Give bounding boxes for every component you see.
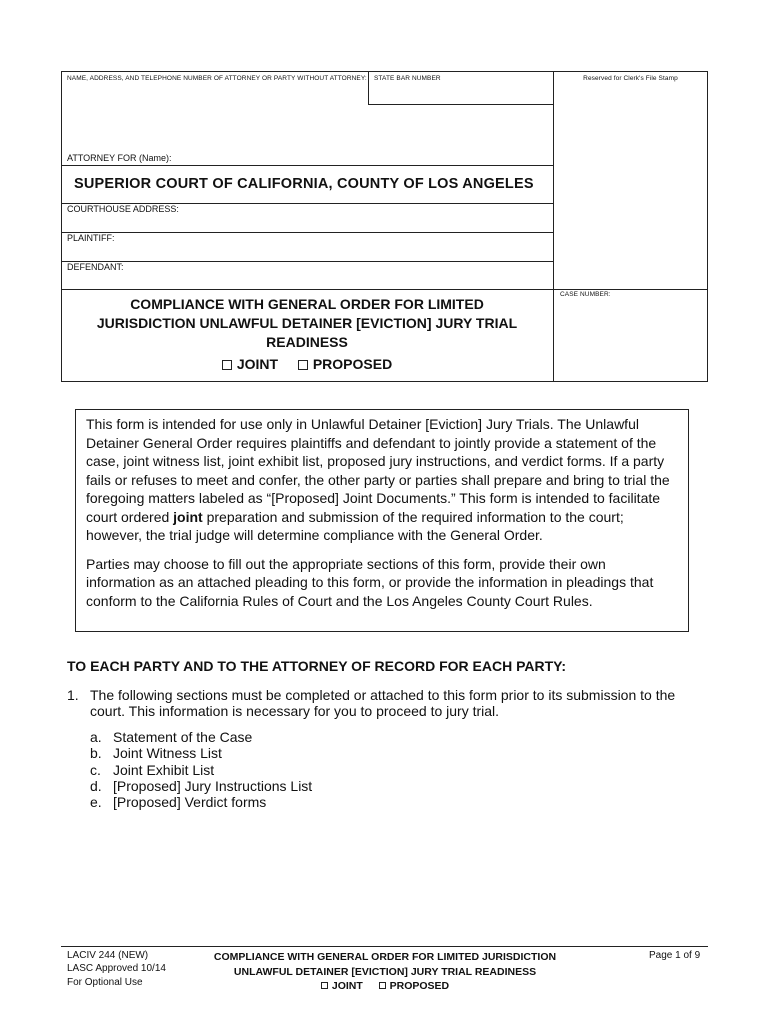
- footer-title: COMPLIANCE WITH GENERAL ORDER FOR LIMITED JURISDICTION UNLAWFUL DETAINER [EVICTION] JURY TRIAL READINESS JOINT PROPOSED: [213, 951, 557, 992]
- courthouse-address-label: COURTHOUSE ADDRESS:: [67, 204, 179, 214]
- joint-label: JOINT: [236, 356, 279, 372]
- courthouse-bottom: [61, 232, 553, 233]
- notice-paragraph-1: This form is intended for use only in Unlawful Detainer [Eviction] Jury Trials. The Unlawful Detainer General Order requires plaintiffs and defendant to jointly provide a statement of the case, joint witness list, joint exhibit list, proposed jury instructions, and verdict forms. If a party fails or refuses to meet and confer, the other party or parties shall prepare and bring to trial the foregoing matters labeled as “[Proposed] Joint Documents.” This form is intended to facilitate court ordered joint preparation and submission of the required information to the court; however, the trial judge will determine compliance with the General Order.: [86, 416, 670, 543]
- list-item: a. Statement of the Case: [90, 729, 253, 745]
- form-title: [61, 295, 553, 374]
- footer-form-info: [67, 950, 166, 990]
- footer-proposed-checkbox[interactable]: [379, 982, 386, 989]
- plaintiff-label: PLAINTIFF:: [67, 233, 115, 243]
- clerk-stamp-label: Reserved for Clerk's File Stamp: [583, 75, 678, 82]
- state-bar-label: STATE BAR NUMBER: [374, 75, 441, 82]
- defendant-bottom: [61, 289, 708, 290]
- instruction-item-1: [67, 687, 687, 719]
- caption-column-divider: [553, 71, 554, 382]
- footer-rule: [61, 946, 708, 947]
- item-number: 1.: [67, 687, 79, 703]
- list-item: d. [Proposed] Jury Instructions List: [90, 777, 313, 794]
- notice-bold-joint: joint: [173, 508, 203, 525]
- required-sections-list: [90, 729, 312, 810]
- form-title-line: COMPLIANCE WITH GENERAL ORDER FOR LIMITED: [130, 296, 484, 312]
- list-item: e. [Proposed] Verdict forms: [90, 794, 267, 811]
- form-id: LACIV 244 (NEW): [67, 950, 149, 961]
- proposed-checkbox[interactable]: [298, 360, 308, 370]
- defendant-label: DEFENDANT:: [67, 262, 124, 272]
- bar-number-divider: [368, 71, 369, 105]
- proposed-label: PROPOSED: [312, 356, 393, 372]
- case-number-label: CASE NUMBER:: [560, 291, 611, 298]
- optional-use: For Optional Use: [67, 977, 143, 988]
- attorney-label: NAME, ADDRESS, AND TELEPHONE NUMBER OF ATTORNEY OR PARTY WITHOUT ATTORNEY:: [67, 75, 367, 82]
- bar-number-bottom: [368, 104, 553, 105]
- notice-paragraph-2: Parties may choose to fill out the appropriate sections of this form, provide their own information as an attached pleading to this form, or provide the information in pleadings that conform to the California Rules of Court and the Los Angeles County Court Rules.: [86, 555, 654, 609]
- court-name: SUPERIOR COURT OF CALIFORNIA, COUNTY OF LOS ANGELES: [74, 176, 534, 192]
- item-1-text: The following sections must be completed or attached to this form prior to its submission to the court. This information is necessary for you to proceed to jury trial.: [90, 687, 676, 719]
- instructions-heading: TO EACH PARTY AND TO THE ATTORNEY OF RECORD FOR EACH PARTY:: [67, 658, 567, 674]
- notice-box: [75, 409, 689, 632]
- form-title-line: JURISDICTION UNLAWFUL DETAINER [EVICTION] JURY TRIAL: [96, 315, 518, 331]
- attorney-for-bottom: [61, 165, 553, 166]
- list-item: c. Joint Exhibit List: [90, 761, 215, 778]
- plaintiff-bottom: [61, 261, 553, 262]
- approved-date: LASC Approved 10/14: [67, 962, 166, 974]
- footer-joint-checkbox[interactable]: [321, 982, 328, 989]
- attorney-for-label: ATTORNEY FOR (Name):: [67, 153, 172, 163]
- form-title-line: READINESS: [266, 334, 348, 350]
- joint-checkbox[interactable]: [222, 360, 232, 370]
- list-item: b. Joint Witness List: [90, 745, 222, 762]
- page-number: Page 1 of 9: [649, 950, 701, 961]
